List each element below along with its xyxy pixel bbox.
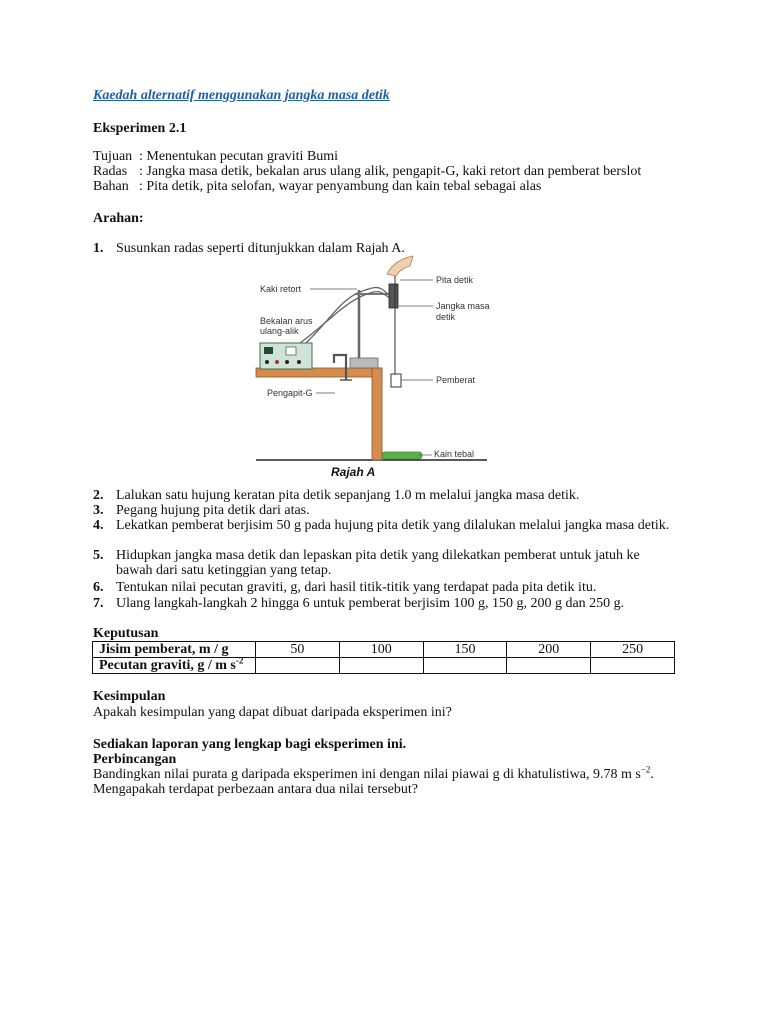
- table-cell-empty[interactable]: [256, 658, 340, 674]
- step-text: Hidupkan jangka masa detik dan lepaskan pita detik yang dilekatkan pemberat untuk jatuh ke bawah dari satu ketinggian yang tetap.: [116, 548, 640, 578]
- ticker-timer: [389, 284, 398, 308]
- label-jangka: detik: [436, 312, 456, 322]
- perbincangan-sup: −2: [640, 764, 651, 775]
- retort-base: [350, 358, 378, 368]
- power-supply-terminal: [297, 360, 301, 364]
- meta-text: : Jangka masa detik, bekalan arus ulang alik, pengapit-G, kaki retort dan pemberat berslot: [139, 164, 642, 179]
- step-text: Tentukan nilai pecutan graviti, g, dari hasil titik-titik yang terdapat pada pita detik itu.: [116, 580, 597, 595]
- perbincangan-line1-end: .: [650, 767, 654, 782]
- label-bekalan: Bekalan arus: [260, 316, 313, 326]
- power-supply-display: [264, 347, 273, 354]
- meta-label: Radas: [93, 164, 128, 179]
- table-cell-empty[interactable]: [339, 658, 423, 674]
- label-kaki-retort: Kaki retort: [260, 284, 302, 294]
- perbincangan-line1: [93, 764, 654, 783]
- step-number: 3.: [93, 503, 104, 518]
- row1-label: [93, 642, 256, 658]
- perbincangan-line1-text: Bandingkan nilai purata g daripada eksperimen ini dengan nilai piawai g di khatulistiwa, 9.78 m s: [93, 767, 641, 782]
- table-leg: [372, 368, 382, 460]
- perbincangan-line2: Mengapakah terdapat perbezaan antara dua nilai tersebut?: [93, 782, 418, 797]
- table-cell: 150: [423, 642, 507, 658]
- perbincangan-title: Perbincangan: [93, 752, 177, 767]
- meta-label: Tujuan: [93, 149, 133, 164]
- step-4: [93, 518, 673, 533]
- kain-tebal-pad: [382, 452, 422, 459]
- step-text: Pegang hujung pita detik dari atas.: [116, 503, 310, 518]
- step-text: Ulang langkah-langkah 2 hingga 6 untuk pemberat berjisim 100 g, 150 g, 200 g dan 250 g.: [116, 596, 625, 611]
- hand: [387, 256, 413, 276]
- table-row: [93, 642, 675, 658]
- meta-tujuan: [93, 149, 338, 165]
- step-3: [93, 503, 673, 518]
- step-number: 7.: [93, 596, 104, 611]
- meta-bahan: [93, 179, 541, 195]
- table-cell: 100: [339, 642, 423, 658]
- power-wire: [306, 288, 388, 343]
- step-5: [93, 548, 673, 578]
- row2-label: [93, 655, 256, 674]
- keputusan-title: Keputusan: [93, 626, 159, 641]
- table-cell: 200: [507, 642, 591, 658]
- label-bekalan: ulang-alik: [260, 326, 299, 336]
- results-table: [92, 641, 675, 674]
- table-cell-empty[interactable]: [591, 658, 675, 674]
- power-supply-knob: [265, 360, 269, 364]
- table-cell-empty[interactable]: [423, 658, 507, 674]
- step-text: Lalukan satu hujung keratan pita detik sepanjang 1.0 m melalui jangka masa detik.: [116, 488, 580, 503]
- label-pemberat: Pemberat: [436, 375, 476, 385]
- step-number: 6.: [93, 580, 104, 595]
- table-row: [93, 658, 675, 674]
- label-pengapit: Pengapit-G: [267, 388, 313, 398]
- figure-caption: Rajah A: [331, 465, 376, 479]
- step-7: [93, 596, 673, 611]
- experiment-title: Eksperimen 2.1: [93, 121, 187, 136]
- step-text: Susunkan radas seperti ditunjukkan dalam Rajah A.: [116, 241, 405, 256]
- table-cell-empty[interactable]: [507, 658, 591, 674]
- slotted-weight: [391, 374, 401, 387]
- step-number: 2.: [93, 488, 104, 503]
- row2-label-text: Pecutan graviti, g / m s: [99, 658, 236, 673]
- table-cell: 250: [591, 642, 675, 658]
- meta-label: Bahan: [93, 179, 129, 194]
- table-cell: 50: [256, 642, 340, 658]
- meta-text: : Pita detik, pita selofan, wayar penyambung dan kain tebal sebagai alas: [139, 179, 542, 194]
- row2-label-sup: -2: [235, 655, 244, 666]
- row1-label-text: Jisim pemberat, m / g: [99, 642, 229, 657]
- meta-text: : Menentukan pecutan graviti Bumi: [139, 149, 339, 164]
- step-number: 5.: [93, 548, 104, 563]
- label-jangka: Jangka masa: [436, 301, 490, 311]
- arahan-title: Arahan:: [93, 211, 144, 226]
- step-number: 1.: [93, 241, 104, 256]
- step-2: [93, 488, 673, 503]
- kesimpulan-title: Kesimpulan: [93, 689, 166, 704]
- step-number: 4.: [93, 518, 104, 533]
- meta-radas: [93, 164, 641, 180]
- label-pita-detik: Pita detik: [436, 275, 474, 285]
- apparatus-figure: [250, 250, 495, 465]
- heading-link[interactable]: Kaedah alternatif menggunakan jangka masa detik: [93, 88, 390, 103]
- power-supply-terminal: [285, 360, 289, 364]
- step-6: [93, 580, 673, 595]
- power-supply-terminal: [275, 360, 279, 364]
- power-supply-meter: [286, 347, 296, 355]
- kesimpulan-text: Apakah kesimpulan yang dapat dibuat daripada eksperimen ini?: [93, 705, 452, 720]
- step-text: Lekatkan pemberat berjisim 50 g pada hujung pita detik yang dilalukan melalui jangka masa detik.: [116, 518, 670, 533]
- laporan-text: Sediakan laporan yang lengkap bagi eksperimen ini.: [93, 737, 407, 752]
- label-kain-tebal: Kain tebal: [434, 449, 475, 459]
